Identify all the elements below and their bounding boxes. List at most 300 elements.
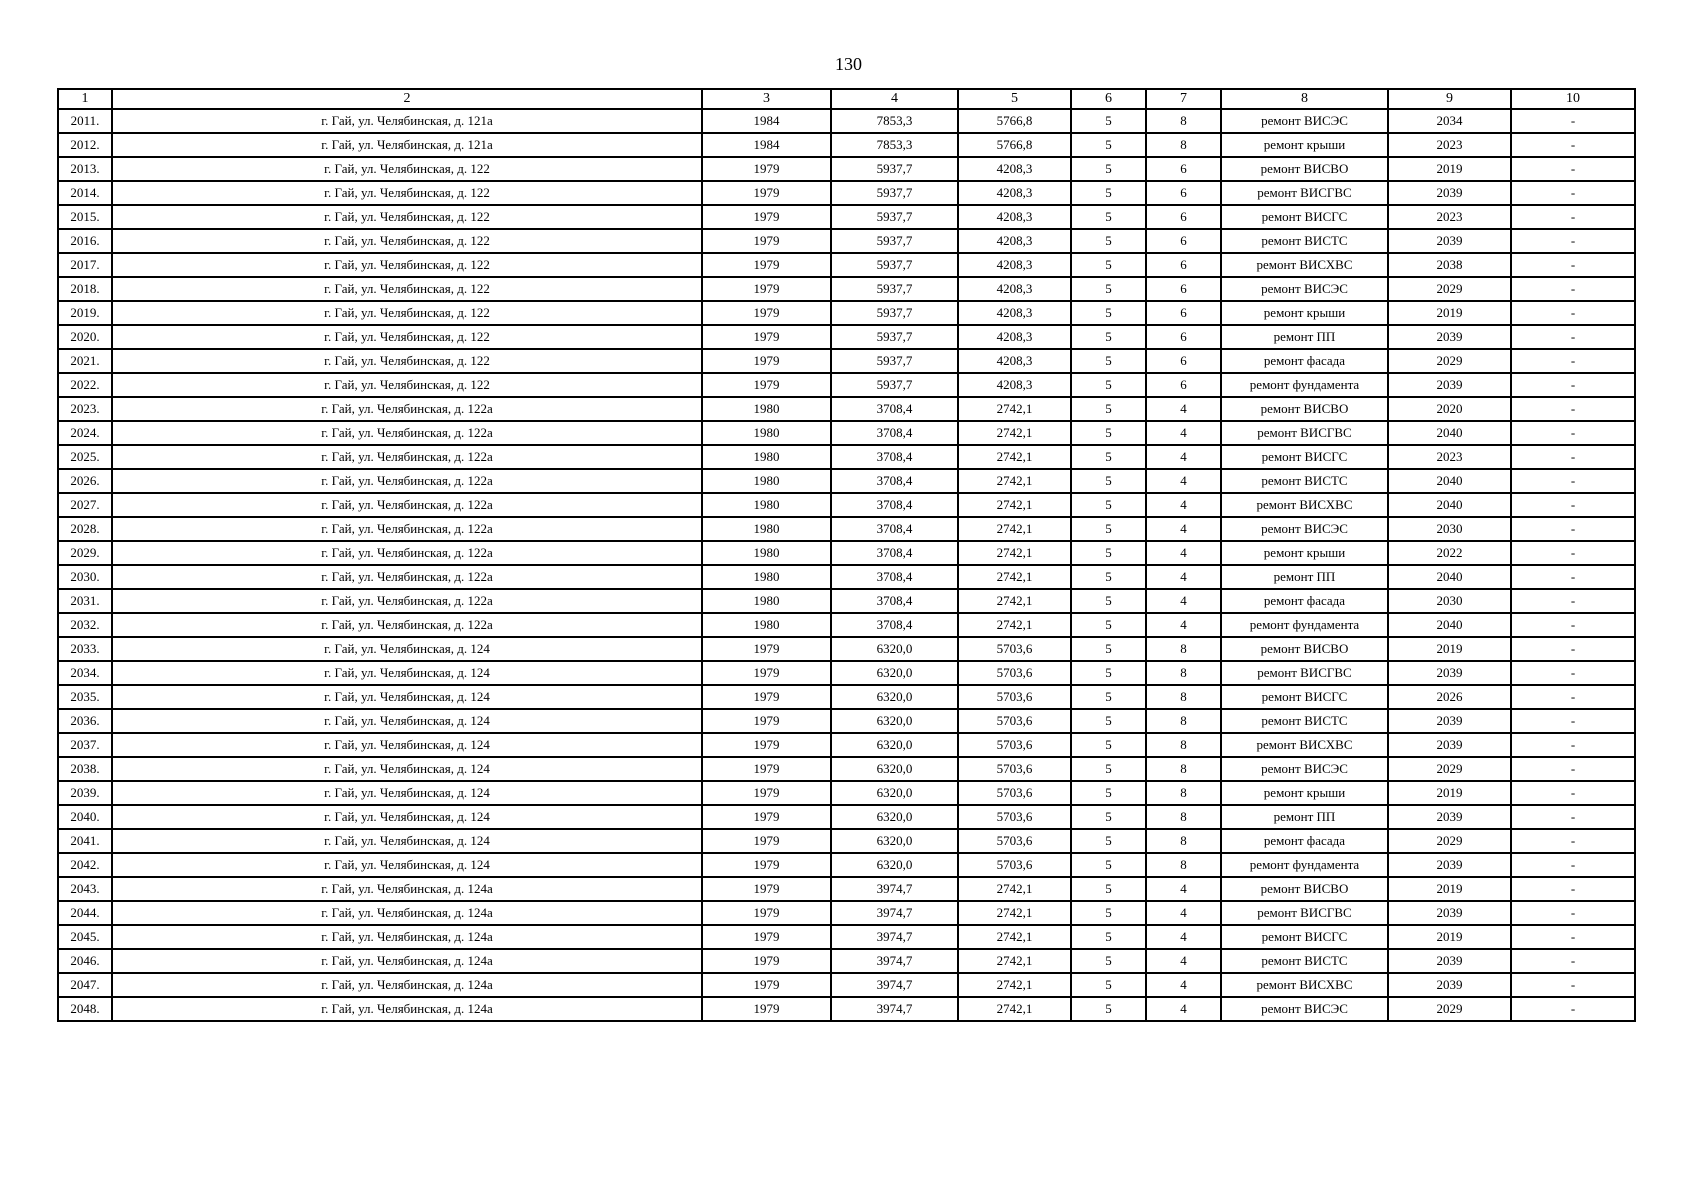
- planned-year-cell: 2023: [1388, 445, 1511, 469]
- total-area-cell: 5937,7: [831, 157, 958, 181]
- row-number-cell: 2030.: [58, 565, 112, 589]
- entrances-cell: 8: [1146, 661, 1221, 685]
- table-row: [58, 781, 1635, 805]
- row-number-cell: 2040.: [58, 805, 112, 829]
- total-area-cell: 5937,7: [831, 349, 958, 373]
- note-cell: -: [1511, 205, 1635, 229]
- note-cell: -: [1511, 853, 1635, 877]
- living-area-cell: 5766,8: [958, 109, 1071, 133]
- total-area-cell: 3708,4: [831, 613, 958, 637]
- note-cell: -: [1511, 517, 1635, 541]
- note-cell: -: [1511, 301, 1635, 325]
- planned-year-cell: 2034: [1388, 109, 1511, 133]
- table-row: [58, 805, 1635, 829]
- living-area-cell: 2742,1: [958, 997, 1071, 1021]
- table-row: [58, 613, 1635, 637]
- planned-year-cell: 2020: [1388, 397, 1511, 421]
- table-row: [58, 277, 1635, 301]
- floors-cell: 5: [1071, 133, 1146, 157]
- address-cell: г. Гай, ул. Челябинская, д. 122: [112, 229, 702, 253]
- total-area-cell: 3708,4: [831, 517, 958, 541]
- table-row: [58, 325, 1635, 349]
- address-cell: г. Гай, ул. Челябинская, д. 124: [112, 637, 702, 661]
- table-row: [58, 565, 1635, 589]
- planned-year-cell: 2039: [1388, 901, 1511, 925]
- floors-cell: 5: [1071, 973, 1146, 997]
- year-cell: 1979: [702, 829, 831, 853]
- floors-cell: 5: [1071, 253, 1146, 277]
- living-area-cell: 5703,6: [958, 661, 1071, 685]
- year-cell: 1979: [702, 181, 831, 205]
- work-type-cell: ремонт фундамента: [1221, 373, 1388, 397]
- year-cell: 1979: [702, 757, 831, 781]
- year-cell: 1979: [702, 637, 831, 661]
- row-number-cell: 2022.: [58, 373, 112, 397]
- row-number-cell: 2034.: [58, 661, 112, 685]
- address-cell: г. Гай, ул. Челябинская, д. 122а: [112, 421, 702, 445]
- floors-cell: 5: [1071, 901, 1146, 925]
- column-header: 6: [1071, 89, 1146, 109]
- column-header: 2: [112, 89, 702, 109]
- planned-year-cell: 2019: [1388, 781, 1511, 805]
- note-cell: -: [1511, 805, 1635, 829]
- table-row: [58, 517, 1635, 541]
- floors-cell: 5: [1071, 853, 1146, 877]
- work-type-cell: ремонт ВИСГС: [1221, 925, 1388, 949]
- planned-year-cell: 2029: [1388, 757, 1511, 781]
- year-cell: 1979: [702, 949, 831, 973]
- total-area-cell: 6320,0: [831, 829, 958, 853]
- total-area-cell: 3708,4: [831, 469, 958, 493]
- entrances-cell: 6: [1146, 205, 1221, 229]
- planned-year-cell: 2022: [1388, 541, 1511, 565]
- year-cell: 1979: [702, 301, 831, 325]
- year-cell: 1979: [702, 661, 831, 685]
- work-type-cell: ремонт ВИСГВС: [1221, 901, 1388, 925]
- year-cell: 1980: [702, 469, 831, 493]
- table-row: [58, 421, 1635, 445]
- row-number-cell: 2041.: [58, 829, 112, 853]
- planned-year-cell: 2023: [1388, 205, 1511, 229]
- address-cell: г. Гай, ул. Челябинская, д. 124а: [112, 997, 702, 1021]
- total-area-cell: 6320,0: [831, 805, 958, 829]
- note-cell: -: [1511, 325, 1635, 349]
- note-cell: -: [1511, 781, 1635, 805]
- living-area-cell: 2742,1: [958, 493, 1071, 517]
- living-area-cell: 5766,8: [958, 133, 1071, 157]
- floors-cell: 5: [1071, 229, 1146, 253]
- total-area-cell: 5937,7: [831, 205, 958, 229]
- total-area-cell: 3974,7: [831, 901, 958, 925]
- row-number-cell: 2039.: [58, 781, 112, 805]
- entrances-cell: 4: [1146, 997, 1221, 1021]
- note-cell: -: [1511, 757, 1635, 781]
- note-cell: -: [1511, 181, 1635, 205]
- total-area-cell: 7853,3: [831, 133, 958, 157]
- floors-cell: 5: [1071, 421, 1146, 445]
- note-cell: -: [1511, 493, 1635, 517]
- living-area-cell: 4208,3: [958, 157, 1071, 181]
- address-cell: г. Гай, ул. Челябинская, д. 122: [112, 277, 702, 301]
- table-row: [58, 925, 1635, 949]
- floors-cell: 5: [1071, 781, 1146, 805]
- year-cell: 1979: [702, 373, 831, 397]
- row-number-cell: 2020.: [58, 325, 112, 349]
- entrances-cell: 4: [1146, 397, 1221, 421]
- year-cell: 1979: [702, 973, 831, 997]
- entrances-cell: 4: [1146, 469, 1221, 493]
- total-area-cell: 5937,7: [831, 229, 958, 253]
- row-number-cell: 2032.: [58, 613, 112, 637]
- column-header: 3: [702, 89, 831, 109]
- total-area-cell: 3974,7: [831, 877, 958, 901]
- repair-schedule-table: [57, 88, 1636, 1022]
- entrances-cell: 4: [1146, 973, 1221, 997]
- entrances-cell: 8: [1146, 133, 1221, 157]
- entrances-cell: 6: [1146, 157, 1221, 181]
- note-cell: -: [1511, 829, 1635, 853]
- living-area-cell: 2742,1: [958, 541, 1071, 565]
- total-area-cell: 3974,7: [831, 949, 958, 973]
- address-cell: г. Гай, ул. Челябинская, д. 124а: [112, 949, 702, 973]
- living-area-cell: 2742,1: [958, 877, 1071, 901]
- note-cell: -: [1511, 277, 1635, 301]
- floors-cell: 5: [1071, 445, 1146, 469]
- work-type-cell: ремонт ВИСХВС: [1221, 253, 1388, 277]
- entrances-cell: 6: [1146, 277, 1221, 301]
- entrances-cell: 4: [1146, 877, 1221, 901]
- planned-year-cell: 2040: [1388, 469, 1511, 493]
- row-number-cell: 2037.: [58, 733, 112, 757]
- row-number-cell: 2029.: [58, 541, 112, 565]
- entrances-cell: 6: [1146, 325, 1221, 349]
- living-area-cell: 4208,3: [958, 277, 1071, 301]
- planned-year-cell: 2039: [1388, 373, 1511, 397]
- floors-cell: 5: [1071, 205, 1146, 229]
- total-area-cell: 5937,7: [831, 301, 958, 325]
- year-cell: 1979: [702, 229, 831, 253]
- address-cell: г. Гай, ул. Челябинская, д. 122а: [112, 613, 702, 637]
- address-cell: г. Гай, ул. Челябинская, д. 122а: [112, 397, 702, 421]
- work-type-cell: ремонт крыши: [1221, 301, 1388, 325]
- entrances-cell: 8: [1146, 709, 1221, 733]
- column-header: 5: [958, 89, 1071, 109]
- address-cell: г. Гай, ул. Челябинская, д. 122: [112, 325, 702, 349]
- note-cell: -: [1511, 709, 1635, 733]
- floors-cell: 5: [1071, 877, 1146, 901]
- row-number-cell: 2021.: [58, 349, 112, 373]
- address-cell: г. Гай, ул. Челябинская, д. 124: [112, 781, 702, 805]
- year-cell: 1979: [702, 733, 831, 757]
- note-cell: -: [1511, 733, 1635, 757]
- table-row: [58, 541, 1635, 565]
- row-number-cell: 2044.: [58, 901, 112, 925]
- total-area-cell: 7853,3: [831, 109, 958, 133]
- floors-cell: 5: [1071, 493, 1146, 517]
- living-area-cell: 5703,6: [958, 829, 1071, 853]
- address-cell: г. Гай, ул. Челябинская, д. 122а: [112, 445, 702, 469]
- planned-year-cell: 2040: [1388, 565, 1511, 589]
- table-row: [58, 445, 1635, 469]
- year-cell: 1979: [702, 781, 831, 805]
- floors-cell: 5: [1071, 517, 1146, 541]
- table-row: [58, 349, 1635, 373]
- entrances-cell: 4: [1146, 565, 1221, 589]
- note-cell: -: [1511, 109, 1635, 133]
- year-cell: 1980: [702, 445, 831, 469]
- work-type-cell: ремонт ВИСТС: [1221, 469, 1388, 493]
- row-number-cell: 2018.: [58, 277, 112, 301]
- year-cell: 1980: [702, 589, 831, 613]
- work-type-cell: ремонт ВИСТС: [1221, 949, 1388, 973]
- address-cell: г. Гай, ул. Челябинская, д. 124: [112, 709, 702, 733]
- planned-year-cell: 2039: [1388, 709, 1511, 733]
- row-number-cell: 2038.: [58, 757, 112, 781]
- address-cell: г. Гай, ул. Челябинская, д. 124а: [112, 901, 702, 925]
- row-number-cell: 2046.: [58, 949, 112, 973]
- year-cell: 1984: [702, 109, 831, 133]
- floors-cell: 5: [1071, 349, 1146, 373]
- total-area-cell: 6320,0: [831, 709, 958, 733]
- planned-year-cell: 2019: [1388, 157, 1511, 181]
- year-cell: 1979: [702, 709, 831, 733]
- address-cell: г. Гай, ул. Челябинская, д. 122: [112, 349, 702, 373]
- total-area-cell: 3974,7: [831, 925, 958, 949]
- table-row: [58, 589, 1635, 613]
- row-number-cell: 2013.: [58, 157, 112, 181]
- entrances-cell: 4: [1146, 949, 1221, 973]
- living-area-cell: 2742,1: [958, 925, 1071, 949]
- floors-cell: 5: [1071, 757, 1146, 781]
- year-cell: 1979: [702, 805, 831, 829]
- entrances-cell: 6: [1146, 373, 1221, 397]
- address-cell: г. Гай, ул. Челябинская, д. 122: [112, 157, 702, 181]
- entrances-cell: 8: [1146, 757, 1221, 781]
- planned-year-cell: 2039: [1388, 973, 1511, 997]
- floors-cell: 5: [1071, 613, 1146, 637]
- row-number-cell: 2027.: [58, 493, 112, 517]
- column-header: 1: [58, 89, 112, 109]
- column-header: 8: [1221, 89, 1388, 109]
- year-cell: 1980: [702, 565, 831, 589]
- table-row: [58, 397, 1635, 421]
- work-type-cell: ремонт ПП: [1221, 325, 1388, 349]
- address-cell: г. Гай, ул. Челябинская, д. 122: [112, 253, 702, 277]
- note-cell: -: [1511, 997, 1635, 1021]
- planned-year-cell: 2039: [1388, 181, 1511, 205]
- row-number-cell: 2025.: [58, 445, 112, 469]
- planned-year-cell: 2039: [1388, 229, 1511, 253]
- row-number-cell: 2048.: [58, 997, 112, 1021]
- year-cell: 1979: [702, 925, 831, 949]
- planned-year-cell: 2040: [1388, 613, 1511, 637]
- year-cell: 1980: [702, 613, 831, 637]
- year-cell: 1984: [702, 133, 831, 157]
- floors-cell: 5: [1071, 733, 1146, 757]
- planned-year-cell: 2039: [1388, 325, 1511, 349]
- table-row: [58, 997, 1635, 1021]
- living-area-cell: 4208,3: [958, 253, 1071, 277]
- row-number-cell: 2012.: [58, 133, 112, 157]
- note-cell: -: [1511, 901, 1635, 925]
- note-cell: -: [1511, 157, 1635, 181]
- living-area-cell: 2742,1: [958, 469, 1071, 493]
- address-cell: г. Гай, ул. Челябинская, д. 122: [112, 373, 702, 397]
- living-area-cell: 2742,1: [958, 421, 1071, 445]
- work-type-cell: ремонт ВИСГВС: [1221, 661, 1388, 685]
- entrances-cell: 4: [1146, 613, 1221, 637]
- living-area-cell: 4208,3: [958, 373, 1071, 397]
- floors-cell: 5: [1071, 157, 1146, 181]
- note-cell: -: [1511, 349, 1635, 373]
- entrances-cell: 4: [1146, 541, 1221, 565]
- living-area-cell: 5703,6: [958, 709, 1071, 733]
- address-cell: г. Гай, ул. Челябинская, д. 124а: [112, 925, 702, 949]
- work-type-cell: ремонт крыши: [1221, 781, 1388, 805]
- note-cell: -: [1511, 589, 1635, 613]
- total-area-cell: 3708,4: [831, 421, 958, 445]
- work-type-cell: ремонт ВИСХВС: [1221, 973, 1388, 997]
- table-row: [58, 877, 1635, 901]
- table-body: [58, 109, 1635, 1021]
- row-number-cell: 2019.: [58, 301, 112, 325]
- planned-year-cell: 2038: [1388, 253, 1511, 277]
- column-header: 9: [1388, 89, 1511, 109]
- note-cell: -: [1511, 949, 1635, 973]
- work-type-cell: ремонт ВИСЭС: [1221, 517, 1388, 541]
- total-area-cell: 6320,0: [831, 685, 958, 709]
- header-row: [58, 89, 1635, 109]
- page-number: 130: [835, 54, 862, 74]
- note-cell: -: [1511, 877, 1635, 901]
- table-row: [58, 133, 1635, 157]
- table-row: [58, 469, 1635, 493]
- address-cell: г. Гай, ул. Челябинская, д. 121а: [112, 109, 702, 133]
- work-type-cell: ремонт ВИСЭС: [1221, 109, 1388, 133]
- address-cell: г. Гай, ул. Челябинская, д. 121а: [112, 133, 702, 157]
- table-row: [58, 181, 1635, 205]
- living-area-cell: 4208,3: [958, 229, 1071, 253]
- year-cell: 1980: [702, 421, 831, 445]
- entrances-cell: 6: [1146, 229, 1221, 253]
- row-number-cell: 2023.: [58, 397, 112, 421]
- living-area-cell: 4208,3: [958, 325, 1071, 349]
- row-number-cell: 2043.: [58, 877, 112, 901]
- table-row: [58, 757, 1635, 781]
- living-area-cell: 2742,1: [958, 613, 1071, 637]
- floors-cell: 5: [1071, 661, 1146, 685]
- address-cell: г. Гай, ул. Челябинская, д. 124: [112, 685, 702, 709]
- year-cell: 1980: [702, 493, 831, 517]
- total-area-cell: 6320,0: [831, 853, 958, 877]
- total-area-cell: 6320,0: [831, 757, 958, 781]
- entrances-cell: 8: [1146, 637, 1221, 661]
- entrances-cell: 6: [1146, 181, 1221, 205]
- floors-cell: 5: [1071, 949, 1146, 973]
- living-area-cell: 5703,6: [958, 733, 1071, 757]
- table-row: [58, 973, 1635, 997]
- table-row: [58, 205, 1635, 229]
- floors-cell: 5: [1071, 805, 1146, 829]
- row-number-cell: 2035.: [58, 685, 112, 709]
- note-cell: -: [1511, 613, 1635, 637]
- total-area-cell: 5937,7: [831, 253, 958, 277]
- table-row: [58, 685, 1635, 709]
- table-row: [58, 253, 1635, 277]
- living-area-cell: 4208,3: [958, 349, 1071, 373]
- note-cell: -: [1511, 253, 1635, 277]
- work-type-cell: ремонт ВИСГС: [1221, 685, 1388, 709]
- address-cell: г. Гай, ул. Челябинская, д. 124: [112, 661, 702, 685]
- year-cell: 1979: [702, 325, 831, 349]
- planned-year-cell: 2039: [1388, 661, 1511, 685]
- entrances-cell: 4: [1146, 925, 1221, 949]
- floors-cell: 5: [1071, 469, 1146, 493]
- table-row: [58, 661, 1635, 685]
- year-cell: 1979: [702, 997, 831, 1021]
- living-area-cell: 4208,3: [958, 181, 1071, 205]
- total-area-cell: 5937,7: [831, 373, 958, 397]
- living-area-cell: 4208,3: [958, 205, 1071, 229]
- table-row: [58, 733, 1635, 757]
- entrances-cell: 4: [1146, 517, 1221, 541]
- address-cell: г. Гай, ул. Челябинская, д. 124: [112, 757, 702, 781]
- work-type-cell: ремонт ВИСТС: [1221, 709, 1388, 733]
- entrances-cell: 6: [1146, 349, 1221, 373]
- total-area-cell: 3708,4: [831, 589, 958, 613]
- total-area-cell: 5937,7: [831, 325, 958, 349]
- row-number-cell: 2016.: [58, 229, 112, 253]
- column-header: 10: [1511, 89, 1635, 109]
- year-cell: 1979: [702, 685, 831, 709]
- note-cell: -: [1511, 685, 1635, 709]
- year-cell: 1980: [702, 397, 831, 421]
- planned-year-cell: 2019: [1388, 877, 1511, 901]
- total-area-cell: 3974,7: [831, 997, 958, 1021]
- note-cell: -: [1511, 421, 1635, 445]
- planned-year-cell: 2019: [1388, 637, 1511, 661]
- living-area-cell: 2742,1: [958, 565, 1071, 589]
- table-row: [58, 901, 1635, 925]
- year-cell: 1979: [702, 901, 831, 925]
- work-type-cell: ремонт фасада: [1221, 829, 1388, 853]
- total-area-cell: 3974,7: [831, 973, 958, 997]
- table-row: [58, 949, 1635, 973]
- planned-year-cell: 2039: [1388, 853, 1511, 877]
- floors-cell: 5: [1071, 709, 1146, 733]
- note-cell: -: [1511, 637, 1635, 661]
- table-row: [58, 493, 1635, 517]
- year-cell: 1979: [702, 253, 831, 277]
- year-cell: 1979: [702, 877, 831, 901]
- note-cell: -: [1511, 229, 1635, 253]
- work-type-cell: ремонт фасада: [1221, 589, 1388, 613]
- floors-cell: 5: [1071, 397, 1146, 421]
- planned-year-cell: 2023: [1388, 133, 1511, 157]
- total-area-cell: 3708,4: [831, 493, 958, 517]
- entrances-cell: 8: [1146, 829, 1221, 853]
- floors-cell: 5: [1071, 565, 1146, 589]
- work-type-cell: ремонт ВИСВО: [1221, 397, 1388, 421]
- entrances-cell: 8: [1146, 685, 1221, 709]
- living-area-cell: 5703,6: [958, 637, 1071, 661]
- floors-cell: 5: [1071, 109, 1146, 133]
- work-type-cell: ремонт ПП: [1221, 805, 1388, 829]
- column-header: 7: [1146, 89, 1221, 109]
- work-type-cell: ремонт ВИСЭС: [1221, 997, 1388, 1021]
- floors-cell: 5: [1071, 277, 1146, 301]
- planned-year-cell: 2030: [1388, 589, 1511, 613]
